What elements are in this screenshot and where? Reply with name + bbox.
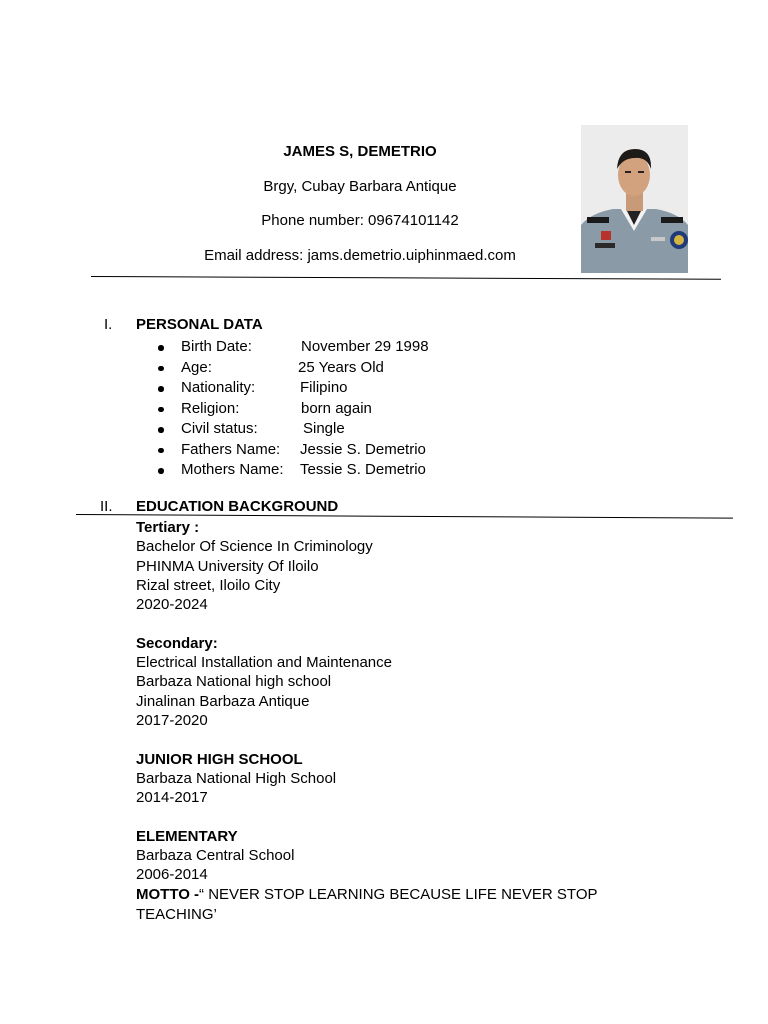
list-item: 2017-2020 bbox=[136, 711, 208, 729]
field-label: Mothers Name: bbox=[181, 461, 284, 478]
bullet-icon bbox=[158, 345, 164, 351]
junior-high-heading: JUNIOR HIGH SCHOOL bbox=[136, 750, 303, 768]
section-numeral-education: II. bbox=[100, 498, 113, 515]
field-label: Fathers Name: bbox=[181, 440, 281, 458]
phone-number: Phone number: 09674101142 bbox=[261, 212, 459, 229]
motto-text: “ NEVER STOP LEARNING BECAUSE LIFE NEVER STOP TEACHING’ bbox=[136, 885, 598, 923]
list-item: Jinalinan Barbaza Antique bbox=[136, 692, 310, 710]
field-label: Birth Date: bbox=[181, 338, 252, 355]
bullet-icon bbox=[158, 468, 164, 474]
bullet-icon bbox=[158, 386, 164, 392]
bullet-icon bbox=[158, 407, 164, 413]
list-item: 2020-2024 bbox=[136, 596, 208, 614]
email-address: Email address: jams.demetrio.uiphinmaed.com bbox=[204, 247, 516, 264]
section-title-education: EDUCATION BACKGROUND bbox=[136, 498, 339, 515]
field-value: November 29 1998 bbox=[301, 338, 429, 355]
field-label: Religion: bbox=[181, 399, 240, 417]
list-item: Barbaza Central School bbox=[136, 847, 295, 865]
address: Brgy, Cubay Barbara Antique bbox=[263, 178, 457, 195]
motto bbox=[136, 885, 616, 925]
elementary-heading: ELEMENTARY bbox=[136, 827, 238, 845]
section-title-personal: PERSONAL DATA bbox=[136, 316, 263, 333]
field-value: Single bbox=[303, 420, 345, 437]
list-item: PHINMA University Of Iloilo bbox=[136, 557, 319, 575]
profile-photo bbox=[581, 125, 688, 273]
list-item: Electrical Installation and Maintenance bbox=[136, 654, 392, 672]
field-value: 25 Years Old bbox=[298, 358, 384, 376]
list-item: Barbaza National high school bbox=[136, 673, 332, 691]
motto-label: MOTTO - bbox=[136, 885, 200, 903]
field-label: Age: bbox=[181, 358, 212, 376]
field-label: Nationality: bbox=[181, 379, 256, 396]
bullet-icon bbox=[158, 366, 164, 372]
bullet-icon bbox=[158, 448, 164, 454]
field-value: born again bbox=[301, 399, 372, 417]
secondary-heading: Secondary: bbox=[136, 634, 218, 652]
list-item: Rizal street, Iloilo City bbox=[136, 576, 281, 594]
tertiary-heading: Tertiary : bbox=[136, 519, 200, 536]
person-photo-icon bbox=[581, 125, 688, 273]
field-value: Tessie S. Demetrio bbox=[300, 461, 426, 478]
applicant-name: JAMES S, DEMETRIO bbox=[283, 143, 437, 160]
list-item: Barbaza National High School bbox=[136, 769, 337, 787]
header-divider bbox=[91, 276, 721, 280]
field-value: Jessie S. Demetrio bbox=[300, 440, 426, 458]
education-details bbox=[136, 518, 696, 925]
list-item: 2014-2017 bbox=[136, 789, 208, 807]
section-numeral-personal: I. bbox=[104, 316, 113, 333]
field-label: Civil status: bbox=[181, 420, 258, 437]
field-value: Filipino bbox=[300, 379, 348, 396]
list-item: 2006-2014 bbox=[136, 866, 208, 884]
bullet-icon bbox=[158, 427, 164, 433]
list-item: Bachelor Of Science In Criminology bbox=[136, 538, 373, 556]
